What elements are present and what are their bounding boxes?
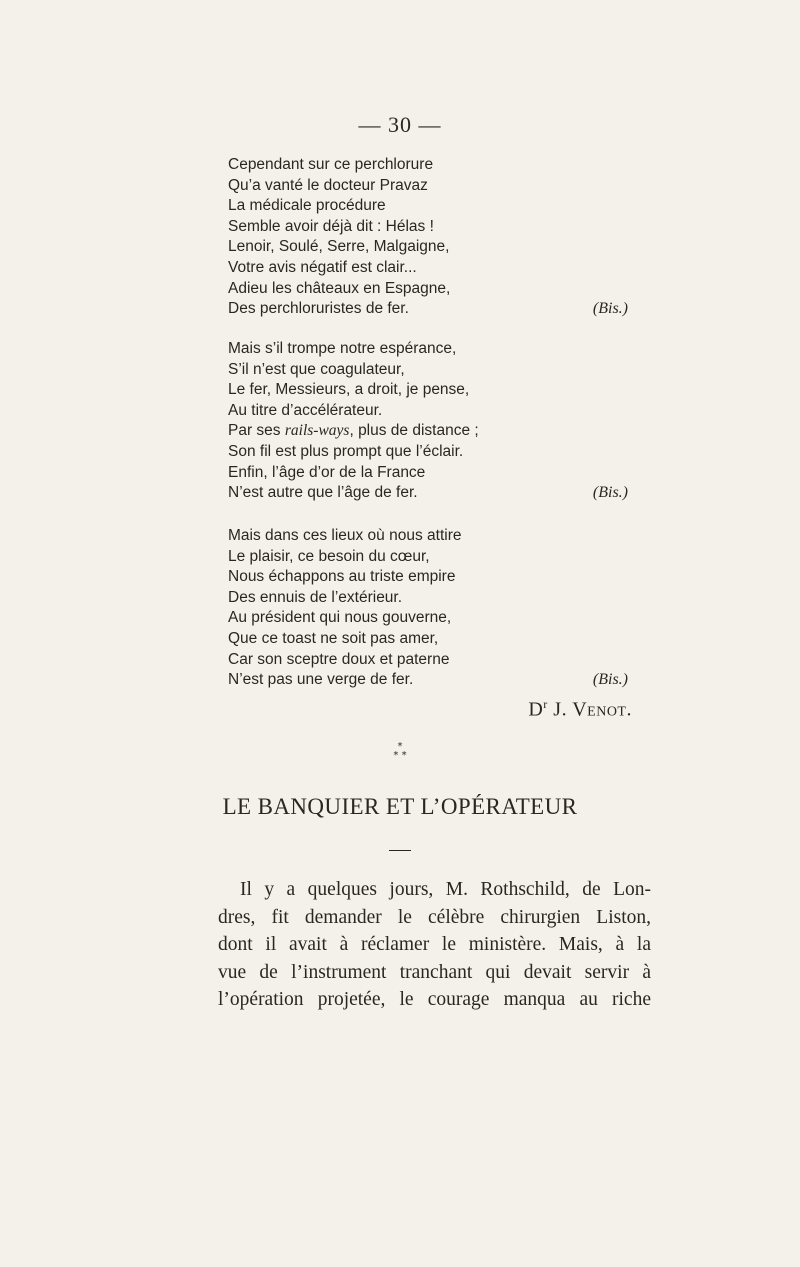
prose-paragraph [218,876,651,1014]
poem-line: La médicale procédure [228,197,386,215]
prose-line: Il y a quelques jours, M. Rothschild, de Lon- [240,879,651,900]
poem-stanza-2 [228,339,628,504]
poem-stanza-3 [228,526,628,691]
poem-line-mixed [228,421,628,442]
poem-line: Des ennuis de l’extérieur. [228,588,403,606]
poem-line-text: N’est pas une verge de fer. [228,671,414,689]
asterism-top: * [397,741,403,752]
signature-title-superscript: r [543,697,548,711]
poem-line: S’il n’est que coagulateur, [228,360,405,378]
poem-line: Votre avis négatif est clair... [228,258,417,276]
prose-line: l’opération projetée, le courage manqua au riche [218,989,651,1011]
poem-line: Adieu les châteaux en Espagne, [228,279,451,297]
refrain-marker: (Bis.) [592,484,628,502]
poem-line: Car son sceptre doux et paterne [228,650,450,668]
poem-line-text: Par ses [228,422,285,440]
poem-line: Lenoir, Soulé, Serre, Malgaigne, [228,238,450,256]
signature-name: J. Venot. [553,698,632,721]
title-rule [389,850,411,851]
poem-line: Au président qui nous gouverne, [228,609,452,627]
refrain-marker: (Bis.) [592,300,628,318]
poem-line: Le fer, Messieurs, a droit, je pense, [228,381,470,399]
italic-term: rails-ways [284,422,350,440]
refrain-marker: (Bis.) [592,671,628,689]
poem-line-with-refrain [228,483,628,504]
poem-line: Que ce toast ne soit pas amer, [228,629,439,647]
poem-line-text: , plus de distance ; [349,422,479,440]
poem-line: Semble avoir déjà dit : Hélas ! [228,217,434,235]
poem-line: Mais dans ces lieux où nous attire [228,527,462,544]
signature-title: D [528,698,544,721]
poem-line-with-refrain [228,299,628,320]
poem-line-with-refrain [228,670,628,691]
poem-line: Cependant sur ce perchlorure [228,156,434,173]
prose-line: vue de l’instrument tranchant qui devait servir à [218,961,651,983]
asterism-divider [0,742,800,760]
prose-line: dont il avait à réclamer le ministère. Mais, à la [218,934,651,956]
poem-stanza-1 [228,155,628,320]
poem-line: Mais s’il trompe notre espérance, [228,340,457,357]
page-number: — 30 — [358,112,442,137]
prose-line: dres, fit demander le célèbre chirurgien Liston, [218,906,651,928]
author-signature [228,697,632,722]
poem-line-text: Des perchloruristes de fer. [228,300,409,318]
poem-line: Qu’a vanté le docteur Pravaz [228,176,428,194]
poem-line-text: N’est autre que l’âge de fer. [228,484,418,502]
poem-line: Son fil est plus prompt que l’éclair. [228,442,464,460]
section-title: LE BANQUIER ET L’OPÉRATEUR [222,794,578,819]
poem-line: Nous échappons au triste empire [228,568,456,586]
asterism-bottom: * * [393,750,407,761]
poem-line: Au titre d’accélérateur. [228,401,383,419]
poem-line: Enfin, l’âge d’or de la France [228,463,426,481]
poem-line: Le plaisir, ce besoin du cœur, [228,547,430,565]
